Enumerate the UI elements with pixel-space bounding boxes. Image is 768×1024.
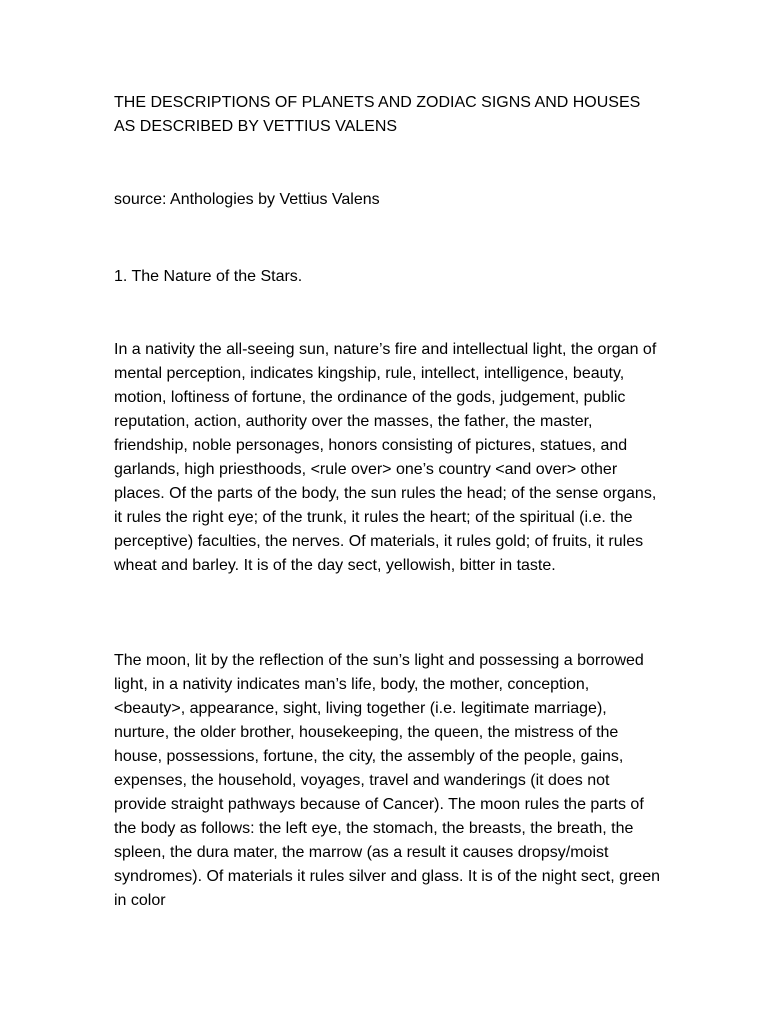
document-title: THE DESCRIPTIONS OF PLANETS AND ZODIAC SIGNS AND HOUSES AS DESCRIBED BY VETTIUS VALENS: [114, 94, 641, 135]
section-heading: 1. The Nature of the Stars.: [114, 268, 303, 285]
paragraph-sun: In a nativity the all-seeing sun, nature’s fire and intellectual light, the organ of mental perception, indicates kingship, rule, intellect, intelligence, beauty, motion, loftiness of fortune, the ordinance of the gods, judgement, public reputation, action, authority over the masses, the father, the master, friendship, noble personages, honors consisting of pictures, statues, and garlands, high priesthoods, <rule over> one’s country <and over> other places. Of the parts of the body, the sun rules the head; of the sense organs, it rules the right eye; of the trunk, it rules the heart; of the spiritual (i.e. the perceptive) faculties, the nerves. Of materials, it rules gold; of fruits, it rules wheat and barley. It is of the day sect, yellowish, bitter in taste.: [114, 341, 657, 574]
paragraph-moon: The moon, lit by the reflection of the sun’s light and possessing a borrowed light, in a nativity indicates man’s life, body, the mother, conception, <beauty>, appearance, sight, living together (i.e. legitimate marriage), nurture, the older brother, housekeeping, the queen, the mistress of the house, possessions, fortune, the city, the assembly of the people, gains, expenses, the household, voyages, travel and wanderings (it does not provide straight pathways because of Cancer). The moon rules the parts of the body as follows: the left eye, the stomach, the breasts, the breath, the spleen, the dura mater, the marrow (as a result it causes dropsy/moist syndromes). Of materials it rules silver and glass. It is of the night sect, green in color: [114, 652, 660, 909]
source-line: source: Anthologies by Vettius Valens: [114, 191, 380, 208]
